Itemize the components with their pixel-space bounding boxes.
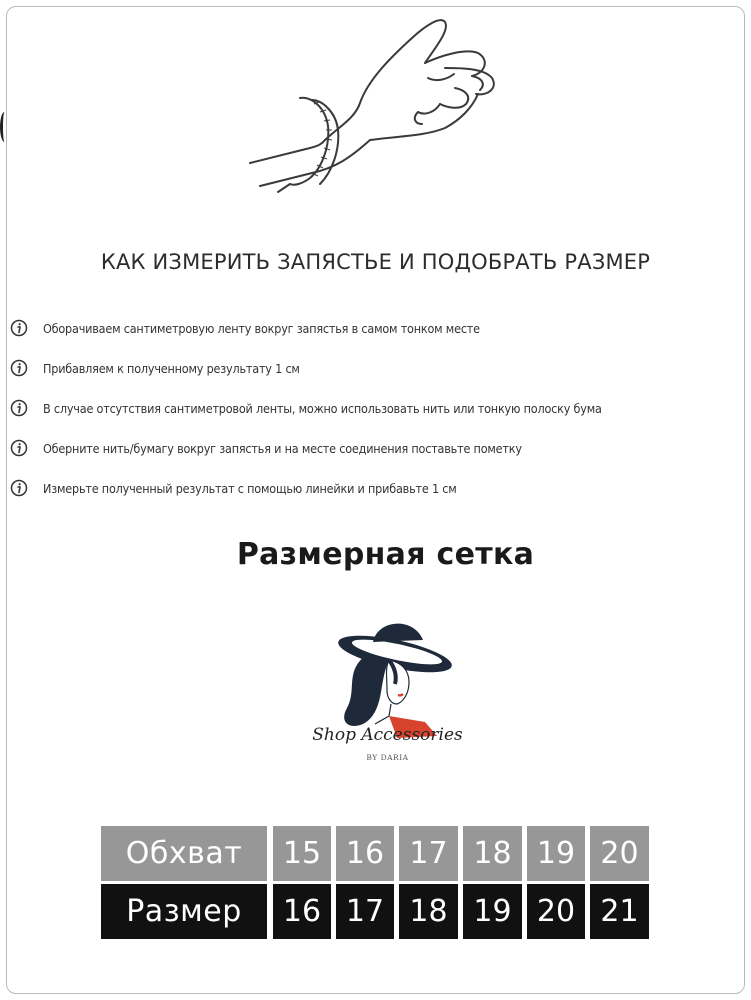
size-chart-title: Размерная сетка xyxy=(236,537,535,572)
info-icon xyxy=(10,399,28,417)
instruction-text: Оберните нить/бумагу вокруг запястья и на месте соединения поставьте пометку xyxy=(43,440,522,456)
instruction-item xyxy=(10,428,751,468)
size-value: 18 xyxy=(399,884,458,939)
girth-value: 16 xyxy=(336,826,394,881)
logo-subtitle: BY DARIA xyxy=(366,753,409,762)
instruction-item xyxy=(10,388,751,428)
girth-value: 20 xyxy=(590,826,649,881)
instruction-list xyxy=(10,308,751,508)
wrist-measure-illustration xyxy=(240,8,510,198)
edge-mark xyxy=(0,112,9,142)
instruction-item xyxy=(10,468,751,508)
girth-label: Обхват xyxy=(101,826,267,881)
info-icon xyxy=(10,319,28,337)
size-value: 21 xyxy=(590,884,649,939)
instruction-text: Измерьте полученный результат с помощью линейки и прибавьте 1 см xyxy=(43,480,457,496)
instruction-item xyxy=(10,308,751,348)
size-value: 17 xyxy=(336,884,394,939)
measure-heading: КАК ИЗМЕРИТЬ ЗАПЯСТЬЕ И ПОДОБРАТЬ РАЗМЕР xyxy=(100,250,651,274)
size-label: Размер xyxy=(101,884,267,939)
size-value: 19 xyxy=(463,884,522,939)
size-value: 20 xyxy=(527,884,585,939)
girth-value: 17 xyxy=(399,826,458,881)
girth-value: 15 xyxy=(273,826,331,881)
instruction-text: Оборачиваем сантиметровую ленту вокруг запястья в самом тонком месте xyxy=(43,320,480,336)
info-icon xyxy=(10,359,28,377)
girth-value: 18 xyxy=(463,826,522,881)
size-value: 16 xyxy=(273,884,331,939)
instruction-text: Прибавляем к полученному результату 1 см xyxy=(43,360,300,376)
info-icon xyxy=(10,439,28,457)
info-icon xyxy=(10,479,28,497)
instruction-text: В случае отсутствия сантиметровой ленты, можно использовать нить или тонкую полоску бума xyxy=(43,400,602,416)
girth-value: 19 xyxy=(527,826,585,881)
logo-name: Shop Accessories xyxy=(312,725,463,745)
instruction-item xyxy=(10,348,751,388)
